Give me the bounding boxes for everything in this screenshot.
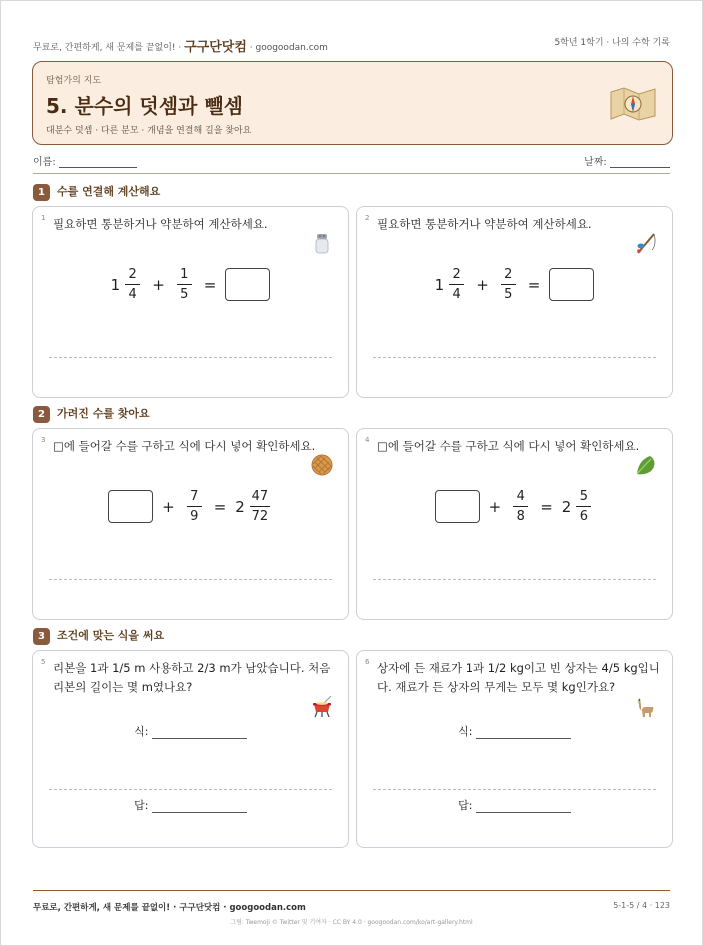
fraction [576, 489, 591, 524]
fraction [187, 489, 202, 524]
banner-description: 대분수 덧셈 · 다른 분모 · 개념을 연결해 길을 찾아요 [46, 126, 252, 136]
work-line [373, 357, 656, 358]
problem-text: □에 들어갈 수를 구하고 식에 다시 넣어 확인하세요. [377, 439, 640, 453]
numerator: 1 [180, 267, 189, 282]
problem-number: 2 [365, 214, 370, 222]
problem-card-5 [32, 650, 349, 848]
plus-sign: + [152, 275, 165, 294]
problem-card-3 [32, 428, 349, 620]
equation [357, 267, 672, 302]
treasure-map-icon [609, 86, 657, 122]
problem-text: □에 들어갈 수를 구하고 식에 다시 넣어 확인하세요. [53, 439, 316, 453]
expression-line[interactable] [152, 729, 247, 739]
numerator: 2 [128, 267, 137, 282]
expression-label: 식: [134, 725, 149, 738]
fraction [449, 267, 464, 302]
section-number: 1 [33, 184, 50, 201]
name-date-row [33, 153, 670, 171]
date-label: 날짜: [584, 157, 607, 168]
fraction [125, 267, 140, 302]
page-footer [33, 890, 670, 913]
numerator: 7 [190, 489, 199, 504]
numerator: 2 [452, 267, 461, 282]
name-line [59, 158, 137, 168]
numerator: 2 [504, 267, 513, 282]
problem-text: 상자에 든 재료가 1과 1/2 kg이고 빈 상자는 4/5 kg입니다. 재료가 든 상자의 무게는 모두 몇 kg인가요? [377, 661, 660, 694]
equation [33, 489, 348, 524]
equals-sign: = [540, 497, 553, 516]
header-divider [33, 173, 670, 174]
fraction [250, 489, 270, 524]
date-field[interactable] [584, 153, 670, 168]
section-title: 가려진 수를 찾아요 [57, 407, 150, 420]
numerator: 5 [579, 489, 588, 504]
denominator: 8 [516, 509, 525, 524]
numerator: 47 [251, 489, 269, 504]
header-right: 5학년 1학기 · 나의 수학 기록 [554, 38, 670, 48]
llama-icon [634, 695, 658, 719]
problem-text: 필요하면 통분하거나 약분하여 계산하세요. [53, 217, 268, 231]
denominator: 5 [504, 287, 513, 302]
work-line [373, 579, 656, 580]
problem-card-4 [356, 428, 673, 620]
section-3-header [33, 627, 164, 645]
answer-box[interactable] [549, 268, 594, 301]
section-1-header [33, 183, 160, 201]
expression-row [357, 723, 672, 739]
problem-number: 4 [365, 436, 370, 444]
answer-label: 답: [458, 799, 473, 812]
banner-subtitle: 탐험가의 지도 [46, 76, 102, 86]
answer-row [33, 797, 348, 813]
problem-number: 3 [41, 436, 46, 444]
answer-box[interactable] [225, 268, 270, 301]
name-field[interactable] [33, 153, 137, 168]
equation [33, 267, 348, 302]
fondue-icon [310, 695, 334, 719]
section-title: 수를 연결해 계산해요 [57, 185, 161, 198]
title-banner [32, 61, 673, 145]
salt-shaker-icon [310, 231, 334, 255]
leafy-green-icon [634, 453, 658, 477]
denominator: 9 [190, 509, 199, 524]
whole-number: 2 [561, 497, 572, 516]
fishing-pole-icon [634, 231, 658, 255]
numerator: 4 [516, 489, 525, 504]
section-2-header [33, 405, 150, 423]
problem-text: 리본을 1과 1/5 m 사용하고 2/3 m가 남았습니다. 처음 리본의 길이는 몇 m였나요? [53, 661, 331, 694]
footer-left: 무료로, 간편하게, 새 문제를 끝없이! · 구구단닷컴 · googoodan.com [33, 903, 306, 913]
equation [357, 489, 672, 524]
equals-sign: = [527, 275, 541, 294]
answer-line[interactable] [152, 803, 247, 813]
work-line [49, 357, 332, 358]
problem-number: 5 [41, 658, 46, 666]
waffle-icon [310, 453, 334, 477]
page-title: 5. 분수의 덧셈과 뺄셈 [46, 94, 243, 118]
section-title: 조건에 맞는 식을 써요 [57, 629, 165, 642]
work-line [373, 789, 656, 790]
brand-name: 구구단닷컴 [184, 40, 247, 55]
answer-label: 답: [134, 799, 149, 812]
answer-row [357, 797, 672, 813]
work-line [49, 579, 332, 580]
page-header [33, 31, 670, 55]
fraction [177, 267, 192, 302]
whole-number: 1 [110, 275, 121, 294]
problem-number: 6 [365, 658, 370, 666]
denominator: 72 [251, 509, 269, 524]
header-left [33, 35, 328, 54]
denominator: 4 [128, 287, 137, 302]
unknown-box[interactable] [435, 490, 480, 523]
denominator: 6 [579, 509, 588, 524]
work-line [49, 789, 332, 790]
plus-sign: + [162, 497, 175, 516]
fraction [513, 489, 528, 524]
denominator: 4 [452, 287, 461, 302]
header-tagline: 무료로, 간편하게, 새 문제를 끝없이! · [33, 43, 182, 53]
problem-number: 1 [41, 214, 46, 222]
plus-sign: + [476, 275, 489, 294]
problem-card-1 [32, 206, 349, 398]
equals-sign: = [213, 497, 227, 516]
problem-card-6 [356, 650, 673, 848]
unknown-box[interactable] [108, 490, 153, 523]
footer-page-code: 5-1-5 / 4 · 123 [613, 901, 670, 910]
answer-line[interactable] [476, 803, 571, 813]
image-credit: 그림: Twemoji © Twitter 및 기여자 · CC BY 4.0 · googoodan.com/ko/art-gallery.html [230, 919, 473, 926]
denominator: 5 [180, 287, 189, 302]
equals-sign: = [203, 275, 217, 294]
whole-number: 2 [235, 497, 245, 516]
expression-line[interactable] [476, 729, 571, 739]
plus-sign: + [488, 497, 502, 516]
date-line [610, 158, 670, 168]
expression-row [33, 723, 348, 739]
section-number: 3 [33, 628, 50, 645]
problem-card-2 [356, 206, 673, 398]
problem-text: 필요하면 통분하거나 약분하여 계산하세요. [377, 217, 592, 231]
name-label: 이름: [33, 157, 56, 168]
expression-label: 식: [458, 725, 473, 738]
whole-number: 1 [434, 275, 445, 294]
header-site: · googoodan.com [249, 43, 328, 53]
fraction [501, 267, 516, 302]
section-number: 2 [33, 406, 50, 423]
